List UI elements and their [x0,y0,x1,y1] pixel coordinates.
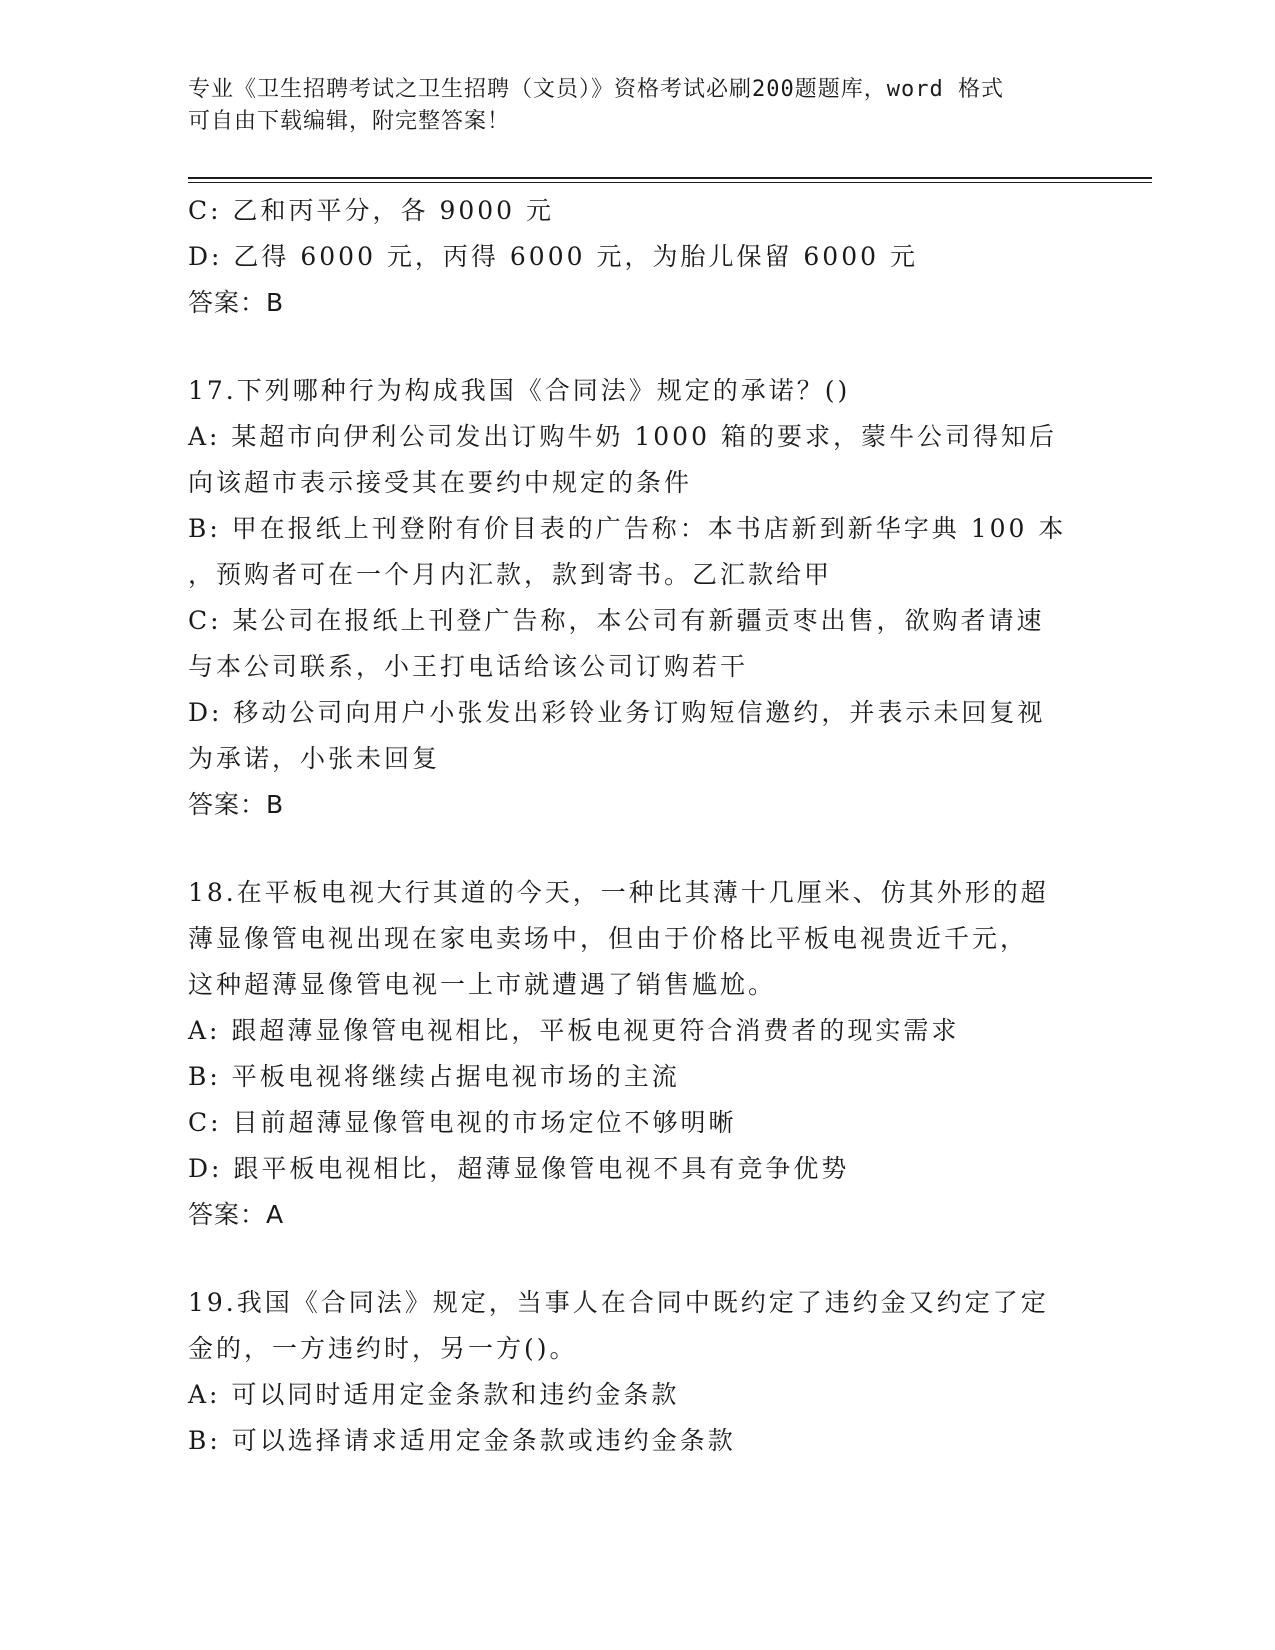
spacer [188,1238,1088,1280]
q17-option-b-line-2: ，预购者可在一个月内汇款，款到寄书。乙汇款给甲 [188,560,833,589]
q18-question-line-3: 这种超薄显像管电视一上市就遭遇了销售尴尬。 [188,970,777,999]
header-title-line-2: 可自由下载编辑，附完整答案！ [188,109,511,134]
q18-option-c: C: 目前超薄显像管电视的市场定位不够明晰 [188,1108,737,1137]
spacer [188,828,1088,870]
q17-option-a-line-1: A: 某超市向伊利公司发出订购牛奶 1000 箱的要求，蒙牛公司得知后 [188,422,1057,451]
header-title-line-1: 专业《卫生招聘考试之卫生招聘（文员）》资格考试必刷200题题库，word 格式 [188,77,1004,102]
header-divider-thin [188,182,1152,183]
header-divider-thick [188,177,1152,179]
q17-option-d-line-2: 为承诺，小张未回复 [188,744,441,773]
document-body [188,188,1088,1464]
q18-question-line-1: 18.在平板电视大行其道的今天，一种比其薄十几厘米、仿其外形的超 [188,878,1049,907]
question-18 [188,870,1088,1238]
spacer [188,326,1088,368]
q17-question: 17.下列哪种行为构成我国《合同法》规定的承诺？() [188,376,851,405]
question-17 [188,368,1088,828]
q18-question-line-2: 薄显像管电视出现在家电卖场中，但由于价格比平板电视贵近千元， [188,924,1029,953]
q17-option-d-line-1: D: 移动公司向用户小张发出彩铃业务订购短信邀约，并表示未回复视 [188,698,1046,727]
q19-option-a: A: 可以同时适用定金条款和违约金条款 [188,1380,680,1409]
question-16 [188,188,1088,326]
question-19 [188,1280,1088,1464]
q17-option-a-line-2: 向该超市表示接受其在要约中规定的条件 [188,468,693,497]
q16-answer: 答案：B [188,288,285,317]
q16-option-c: C: 乙和丙平分，各 9000 元 [188,196,555,225]
q17-option-b-line-1: B: 甲在报纸上刊登附有价目表的广告称：本书店新到新华字典 100 本 [188,514,1067,543]
q19-option-b: B: 可以选择请求适用定金条款或违约金条款 [188,1426,736,1455]
q19-question-line-2: 金的，一方违约时，另一方()。 [188,1334,578,1363]
q18-option-a: A: 跟超薄显像管电视相比，平板电视更符合消费者的现实需求 [188,1016,960,1045]
q18-answer: 答案：A [188,1200,285,1229]
q19-question-line-1: 19.我国《合同法》规定，当事人在合同中既约定了违约金又约定了定 [188,1288,1049,1317]
q18-option-d: D: 跟平板电视相比，超薄显像管电视不具有竞争优势 [188,1154,850,1183]
q17-option-c-line-2: 与本公司联系，小王打电话给该公司订购若干 [188,652,749,681]
document-header [188,74,1088,138]
q17-answer: 答案：B [188,790,285,819]
q17-option-c-line-1: C: 某公司在报纸上刊登广告称，本公司有新疆贡枣出售，欲购者请速 [188,606,1045,635]
q18-option-b: B: 平板电视将继续占据电视市场的主流 [188,1062,680,1091]
q16-option-d: D: 乙得 6000 元，丙得 6000 元，为胎儿保留 6000 元 [188,242,918,271]
